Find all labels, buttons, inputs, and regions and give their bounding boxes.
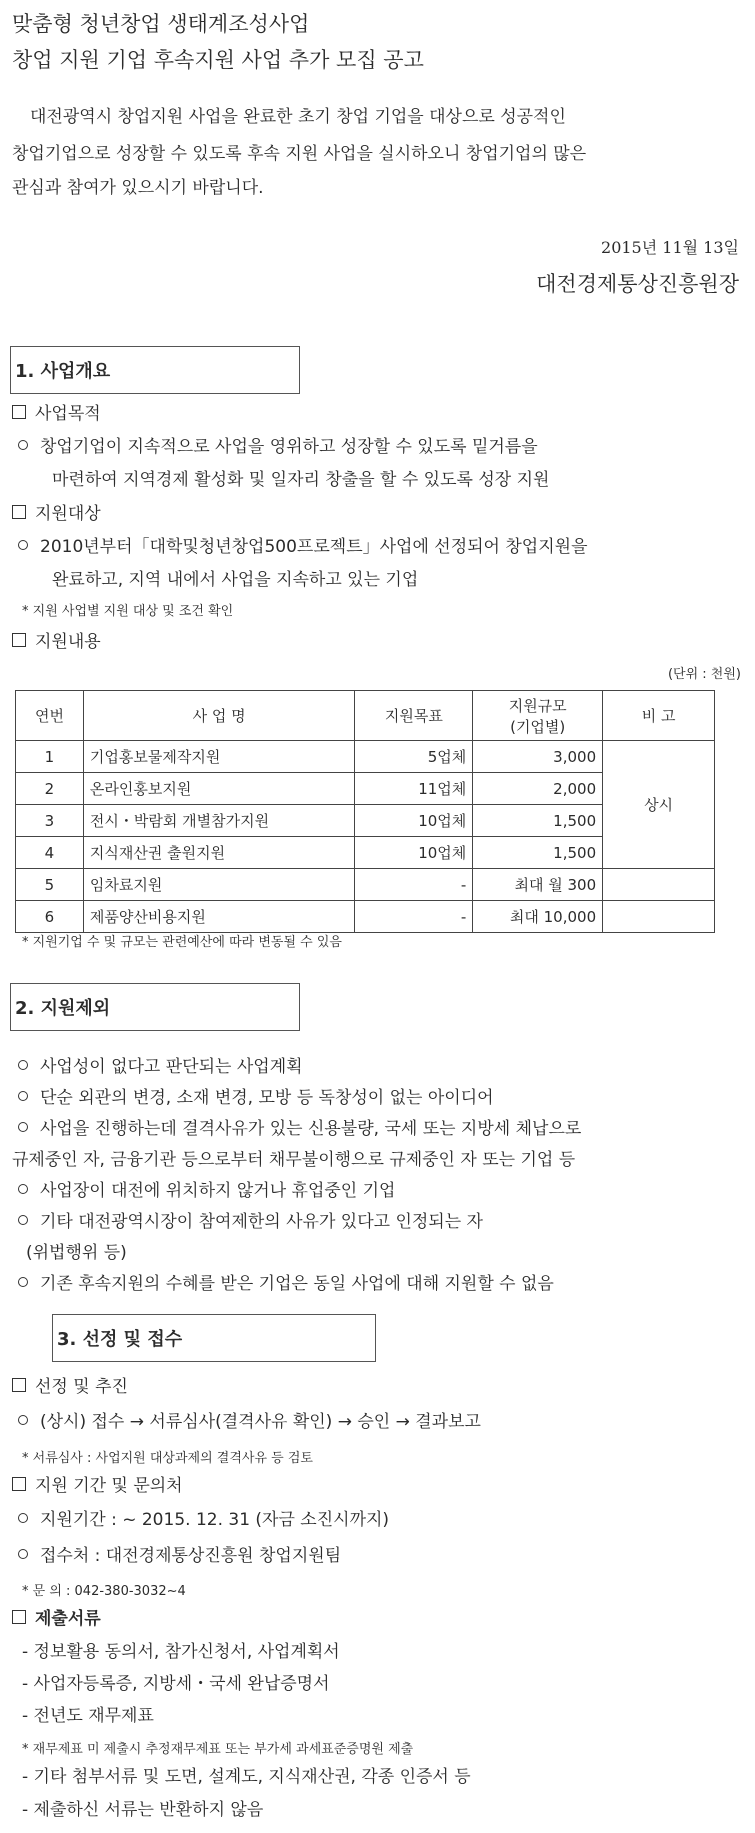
exclusion-item-3 (18, 1114, 581, 1139)
exclusion-item-6 (18, 1269, 554, 1294)
intro-line-2: 창업기업으로 성장할 수 있도록 후속 지원 사업을 실시하오니 창업기업의 많은 (12, 144, 587, 164)
docs-label-row (12, 1604, 101, 1629)
selection-process: (상시) 접수 → 서류심사(결격사유 확인) → 승인 → 결과보고 (40, 1412, 481, 1432)
exclusion-text: 사업성이 없다고 판단되는 사업계획 (40, 1057, 303, 1077)
row-no: 3 (16, 805, 84, 837)
circle-bullet-icon (18, 1122, 28, 1132)
selection-label-row (12, 1372, 128, 1397)
row-program: 지식재산권 출원지원 (83, 837, 355, 869)
period-label-row (12, 1471, 183, 1496)
exclusion-text: 단순 외관의 변경, 소재 변경, 모방 등 독창성이 없는 아이디어 (40, 1088, 494, 1108)
row-target: 10업체 (355, 837, 473, 869)
title-line-2: 창업 지원 기업 후속지원 사업 추가 모집 공고 (12, 48, 424, 72)
office-item (18, 1541, 341, 1566)
row-scale: 3,000 (473, 741, 603, 773)
row-program: 온라인홍보지원 (83, 773, 355, 805)
header-target: 지원목표 (355, 691, 473, 741)
purpose-item (18, 432, 538, 457)
circle-bullet-icon (18, 1184, 28, 1194)
purpose-line-2: 마련하여 지역경제 활성화 및 일자리 창출을 할 수 있도록 성장 지원 (52, 470, 550, 490)
row-no: 6 (16, 901, 84, 933)
row-program: 전시・박람회 개별참가지원 (83, 805, 355, 837)
period-label: 지원 기간 및 문의처 (35, 1476, 183, 1496)
purpose-label: 사업목적 (35, 404, 101, 424)
row-target: - (355, 901, 473, 933)
notice-issuer: 대전경제통상진흥원장 (536, 272, 739, 296)
row-no: 2 (16, 773, 84, 805)
exclusion-text: 사업장이 대전에 위치하지 않거나 휴업중인 기업 (40, 1181, 396, 1201)
unit-note: (단위 : 천원) (667, 667, 741, 682)
exclusion-text: 사업을 진행하는데 결격사유가 있는 신용불량, 국세 또는 지방세 체납으로 (40, 1119, 582, 1139)
row-scale: 1,500 (473, 837, 603, 869)
circle-bullet-icon (18, 440, 28, 450)
selection-note: * 서류심사 : 사업지원 대상과제의 결격사유 등 검토 (22, 1451, 313, 1466)
exclusion-item-5-line-2: (위법행위 등) (26, 1243, 127, 1263)
circle-bullet-icon (18, 1060, 28, 1070)
section-3-heading: 3. 선정 및 접수 (52, 1314, 376, 1362)
intro-line-1: 대전광역시 창업지원 사업을 완료한 초기 창업 기업을 대상으로 성공적인 (30, 107, 566, 127)
selection-label: 선정 및 추진 (35, 1377, 128, 1397)
exclusion-item-4 (18, 1176, 395, 1201)
circle-bullet-icon (18, 1091, 28, 1101)
exclusion-item-5 (18, 1207, 483, 1232)
doc-item-1: - 정보활용 동의서, 참가신청서, 사업계획서 (22, 1642, 340, 1662)
row-no: 1 (16, 741, 84, 773)
row-target: 10업체 (355, 805, 473, 837)
row-scale: 2,000 (473, 773, 603, 805)
doc-item-2: - 사업자등록증, 지방세・국세 완납증명서 (22, 1674, 330, 1694)
circle-bullet-icon (18, 1513, 28, 1523)
checkbox-icon (12, 1477, 26, 1491)
table-row (16, 901, 715, 933)
doc-item-4: - 기타 첨부서류 및 도면, 설계도, 지식재산권, 각종 인증서 등 (22, 1767, 471, 1787)
table-row (16, 869, 715, 901)
header-program: 사 업 명 (83, 691, 355, 741)
table-note: * 지원기업 수 및 규모는 관련예산에 따라 변동될 수 있음 (22, 935, 342, 950)
doc-note: * 재무제표 미 제출시 추정재무제표 또는 부가세 과세표준증명원 제출 (22, 1742, 414, 1757)
row-no: 5 (16, 869, 84, 901)
row-target: 11업체 (355, 773, 473, 805)
row-no: 4 (16, 837, 84, 869)
section-2-heading: 2. 지원제외 (10, 983, 300, 1031)
checkbox-icon (12, 1610, 26, 1624)
row-program: 기업홍보물제작지원 (83, 741, 355, 773)
purpose-line-1: 창업기업이 지속적으로 사업을 영위하고 성장할 수 있도록 밑거름을 (40, 437, 538, 457)
checkbox-icon (12, 405, 26, 419)
contact-note: * 문 의 : 042-380-3032~4 (22, 1584, 186, 1599)
row-program: 임차료지원 (83, 869, 355, 901)
intro-line-3: 관심과 참여가 있으시기 바랍니다. (12, 178, 264, 198)
period-item (18, 1505, 389, 1530)
header-scale (473, 691, 603, 741)
header-scale-line-1: 지원규모 (508, 696, 567, 715)
target-label-row (12, 499, 101, 524)
period-text: 지원기간 : ~ 2015. 12. 31 (자금 소진시까지) (40, 1510, 390, 1530)
content-label-row (12, 627, 101, 652)
row-scale: 1,500 (473, 805, 603, 837)
table-row (16, 741, 715, 773)
circle-bullet-icon (18, 540, 28, 550)
circle-bullet-icon (18, 1277, 28, 1287)
doc-item-3: - 전년도 재무제표 (22, 1706, 154, 1726)
target-line-1: 2010년부터「대학및청년창업500프로젝트」사업에 선정되어 창업지원을 (40, 537, 588, 557)
selection-process-item (18, 1407, 481, 1432)
support-table (15, 690, 715, 933)
purpose-label-row (12, 399, 101, 424)
row-remark: 상시 (603, 741, 715, 869)
row-remark-empty (603, 869, 715, 901)
circle-bullet-icon (18, 1215, 28, 1225)
office-text: 접수처 : 대전경제통상진흥원 창업지원팀 (40, 1546, 342, 1566)
circle-bullet-icon (18, 1549, 28, 1559)
row-program: 제품양산비용지원 (83, 901, 355, 933)
exclusion-item-3-line-2: 규제중인 자, 금융기관 등으로부터 채무불이행으로 규제중인 자 또는 기업 등 (12, 1150, 576, 1170)
checkbox-icon (12, 1378, 26, 1392)
section-1-heading: 1. 사업개요 (10, 346, 300, 394)
header-scale-line-2: (기업별) (510, 717, 566, 736)
target-note: * 지원 사업별 지원 대상 및 조건 확인 (22, 604, 234, 619)
target-label: 지원대상 (35, 504, 101, 524)
doc-item-5: - 제출하신 서류는 반환하지 않음 (22, 1800, 264, 1820)
circle-bullet-icon (18, 1415, 28, 1425)
row-scale: 최대 월 300 (473, 869, 603, 901)
row-scale: 최대 10,000 (473, 901, 603, 933)
table-header-row (16, 691, 715, 741)
docs-label: 제출서류 (35, 1609, 101, 1629)
content-label: 지원내용 (35, 632, 101, 652)
target-line-2: 완료하고, 지역 내에서 사업을 지속하고 있는 기업 (52, 570, 419, 590)
header-no: 연번 (16, 691, 84, 741)
exclusion-text: 기존 후속지원의 수혜를 받은 기업은 동일 사업에 대해 지원할 수 없음 (40, 1274, 554, 1294)
row-target: 5업체 (355, 741, 473, 773)
checkbox-icon (12, 505, 26, 519)
exclusion-text: 기타 대전광역시장이 참여제한의 사유가 있다고 인정되는 자 (40, 1212, 483, 1232)
target-item (18, 532, 588, 557)
exclusion-item-1 (18, 1052, 303, 1077)
row-remark-empty (603, 901, 715, 933)
title-line-1: 맞춤형 청년창업 생태계조성사업 (12, 12, 310, 36)
checkbox-icon (12, 633, 26, 647)
row-target: - (355, 869, 473, 901)
notice-date: 2015년 11월 13일 (601, 238, 739, 257)
header-remark: 비 고 (603, 691, 715, 741)
exclusion-item-2 (18, 1083, 494, 1108)
